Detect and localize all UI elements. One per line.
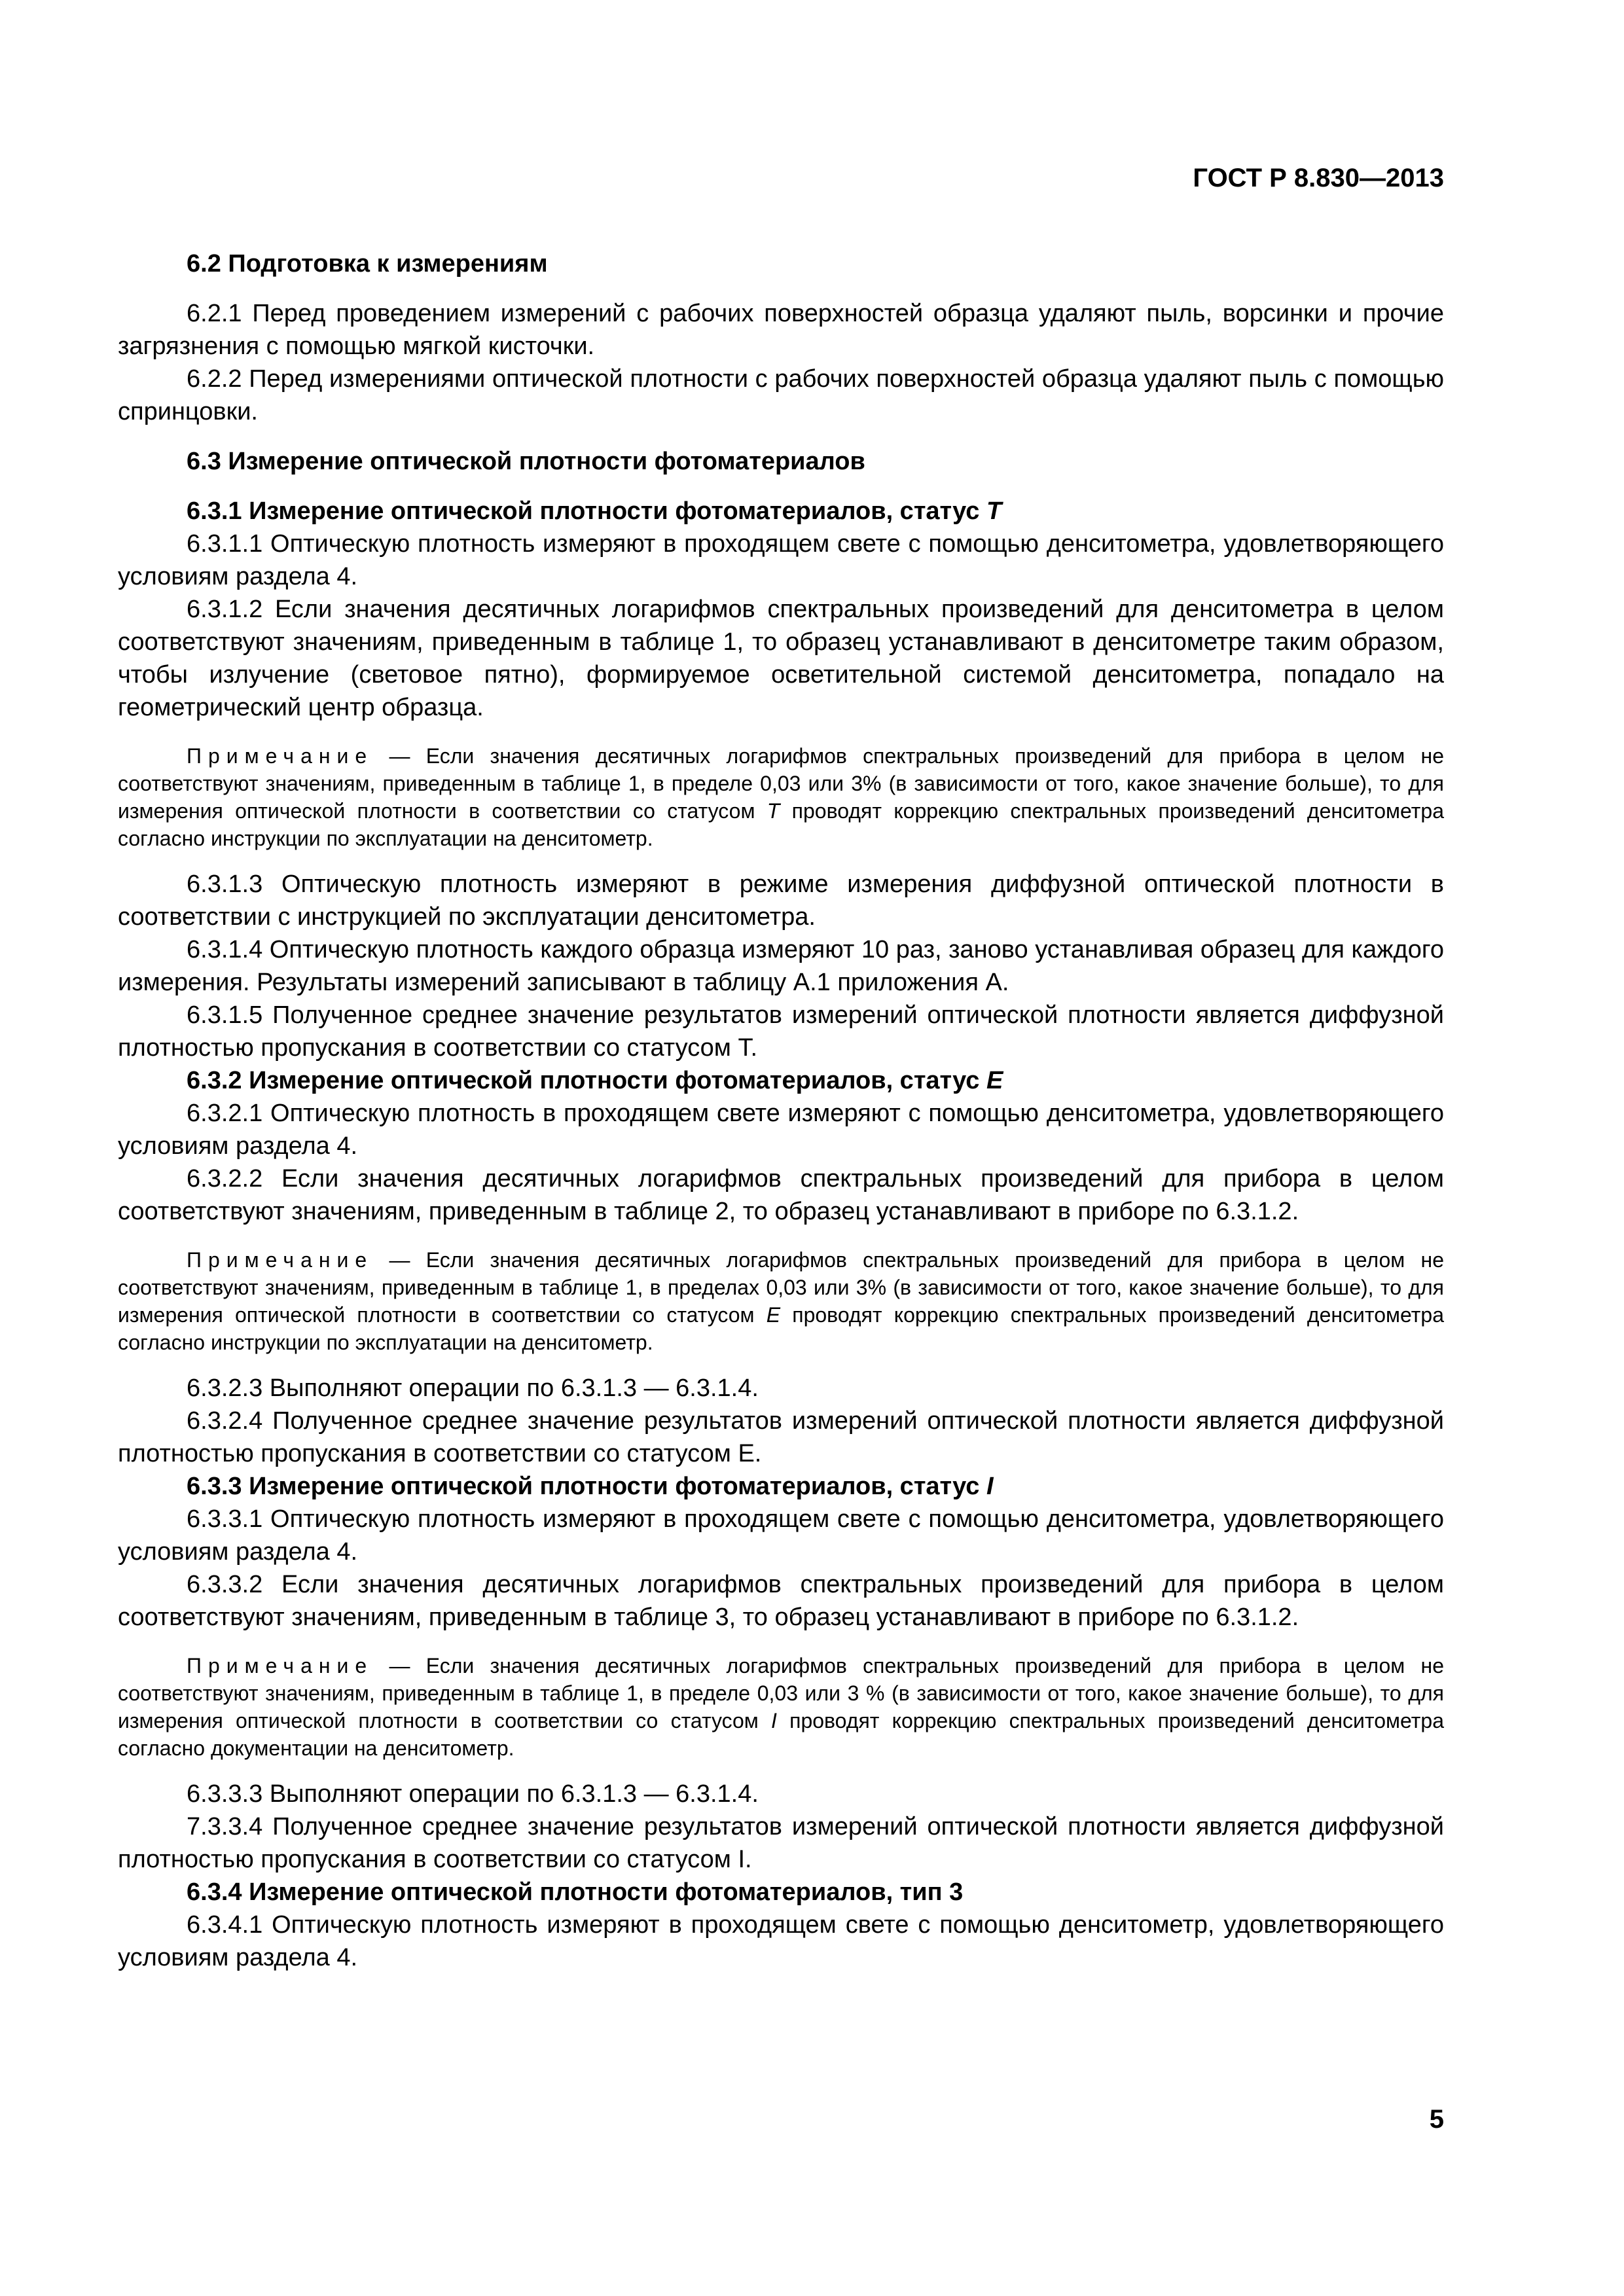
paragraph [118,528,1444,593]
paragraph-text: 6.3.3.2 Если значения десятичных логарифмов спектральных произведений для прибора в целом соответствуют значениям, приведенным в таблице 3, то образец устанавливают в приборе по 6.3.1.2. [118,1571,1444,1631]
paragraph-text: 6.3.1.2 Если значения десятичных логарифмов спектральных произведений для денситометра в целом соответствуют значениям, приведенным в таблице 1, то образец устанавливают в денситометре таким образом, чтобы излучение (световое пятно), формируемое осветительной системой денситометра, попадало на геометрический центр образца. [118,596,1444,721]
note-text: проводят коррекцию спектральных произведений денситометра согласно инструкции по эксплуатации на денситометр. [118,1303,1445,1354]
note [118,1246,1444,1356]
heading-text: 6.3.3 Измерение оптической плотности фотоматериалов, статус [187,1473,986,1500]
paragraph-text: 6.3.1.1 Оптическую плотность измеряют в проходящем свете с помощью денситометра, удовлетворяющего условиям раздела 4. [118,530,1444,590]
paragraph-text: 6.3.1.4 Оптическую плотность каждого образца измеряют 10 раз, заново устанавливая образец для каждого измерения. Результаты измерений записывают в таблицу А.1 приложения А. [118,936,1444,996]
note-text: — Если значения десятичных логарифмов спектральных произведений для прибора в целом не соответствуют значениям, приведенным в таблице 1, в пределе 0,03 или 3 % (в зависимости от того, какое значение больше), то для измерения оптической плотности в соответствии со статусом [118,1654,1444,1732]
paragraph-text: 6.3.3.1 Оптическую плотность измеряют в проходящем свете с помощью денситометра, удовлетворяющего условиям раздела 4. [118,1505,1444,1566]
status-symbol: T [767,799,780,823]
paragraph [118,999,1444,1064]
note-label: Примечание [187,744,374,768]
document-body [118,230,1444,1974]
note-text: — Если значения десятичных логарифмов спектральных произведений для прибора в целом не соответствуют значениям, приведенным в таблице 1, в пределах 0,03 или 3% (в зависимости от того, какое значение больше), то для измерения оптической плотности в соответствии со статусом [118,1248,1444,1327]
note-text: проводят коррекцию спектральных произведений денситометра согласно документации на денситометр. [118,1709,1445,1760]
note [118,742,1444,852]
status-symbol: E [986,1067,1003,1094]
paragraph-text: 6.3.2.2 Если значения десятичных логарифмов спектральных произведений для прибора в целом соответствуют значениям, приведенным в таблице 2, то образец устанавливают в приборе по 6.3.1.2. [118,1165,1444,1225]
paragraph-text: 7.3.3.4 Полученное среднее значение результатов измерений оптической плотности является диффузной плотностью пропускания в соответствии со статусом I. [118,1813,1444,1873]
status-symbol: E [766,1303,781,1327]
paragraph-text: 6.3.3.3 Выполняют операции по 6.3.1.3 — 6.3.1.4. [187,1780,759,1808]
note-text: проводят коррекцию спектральных произведений денситометра согласно инструкции по эксплуатации на денситометр. [118,799,1445,850]
paragraph [118,1778,1444,1810]
paragraph [118,1405,1444,1470]
status-symbol: I [986,1473,994,1500]
document-code: ГОСТ Р 8.830—2013 [1193,164,1444,192]
paragraph [118,1909,1444,1974]
page-number: 5 [1429,2105,1444,2134]
paragraph-text: 6.3.2.1 Оптическую плотность в проходящем свете измеряют с помощью денситометра, удовлетворяющего условиям раздела 4. [118,1100,1444,1160]
paragraph [118,868,1444,933]
paragraph [118,1503,1444,1568]
section-heading [118,1876,1444,1909]
heading-text: 6.3 Измерение оптической плотности фотоматериалов [187,448,865,475]
section-heading [118,1064,1444,1097]
heading-text: 6.3.2 Измерение оптической плотности фотоматериалов, статус [187,1067,986,1094]
section-heading [118,445,1444,478]
paragraph [118,593,1444,724]
section-heading [118,247,1444,280]
section-heading [118,495,1444,528]
paragraph-text: 6.3.1.3 Оптическую плотность измеряют в режиме измерения диффузной оптической плотности в соответствии с инструкцией по эксплуатации денситометра. [118,870,1444,931]
paragraph-text: 6.3.2.3 Выполняют операции по 6.3.1.3 — 6.3.1.4. [187,1374,759,1402]
paragraph [118,1372,1444,1405]
paragraph-text: 6.2.2 Перед измерениями оптической плотности с рабочих поверхностей образца удаляют пыль с помощью спринцовки. [118,365,1444,425]
paragraph-text: 6.2.1 Перед проведением измерений с рабочих поверхностей образца удаляют пыль, ворсинки и прочие загрязнения с помощью мягкой кисточки. [118,300,1444,360]
paragraph [118,1162,1444,1228]
paragraph [118,363,1444,428]
section-heading [118,1470,1444,1503]
paragraph [118,1097,1444,1162]
heading-text: 6.2 Подготовка к измерениям [187,250,548,278]
paragraph-text: 6.3.4.1 Оптическую плотность измеряют в проходящем свете с помощью денситометр, удовлетворяющего условиям раздела 4. [118,1911,1444,1971]
status-symbol: T [986,497,1002,525]
paragraph [118,1810,1444,1876]
note-text: — Если значения десятичных логарифмов спектральных произведений для прибора в целом не соответствуют значениям, приведенным в таблице 1, в пределе 0,03 или 3% (в зависимости от того, какое значение больше), то для измерения оптической плотности в соответствии со статусом [118,744,1444,823]
note-label: Примечание [187,1654,374,1677]
paragraph [118,933,1444,999]
status-symbol: I [771,1709,777,1732]
paragraph-text: 6.3.1.5 Полученное среднее значение результатов измерений оптической плотности является диффузной плотностью пропускания в соответствии со статусом Т. [118,1001,1444,1062]
paragraph [118,297,1444,363]
paragraph-text: 6.3.2.4 Полученное среднее значение результатов измерений оптической плотности является диффузной плотностью пропускания в соответствии со статусом Е. [118,1407,1444,1467]
heading-text: 6.3.1 Измерение оптической плотности фотоматериалов, статус [187,497,986,525]
note [118,1652,1444,1762]
paragraph [118,1568,1444,1634]
heading-text: 6.3.4 Измерение оптической плотности фотоматериалов, тип 3 [187,1878,964,1906]
note-label: Примечание [187,1248,374,1272]
